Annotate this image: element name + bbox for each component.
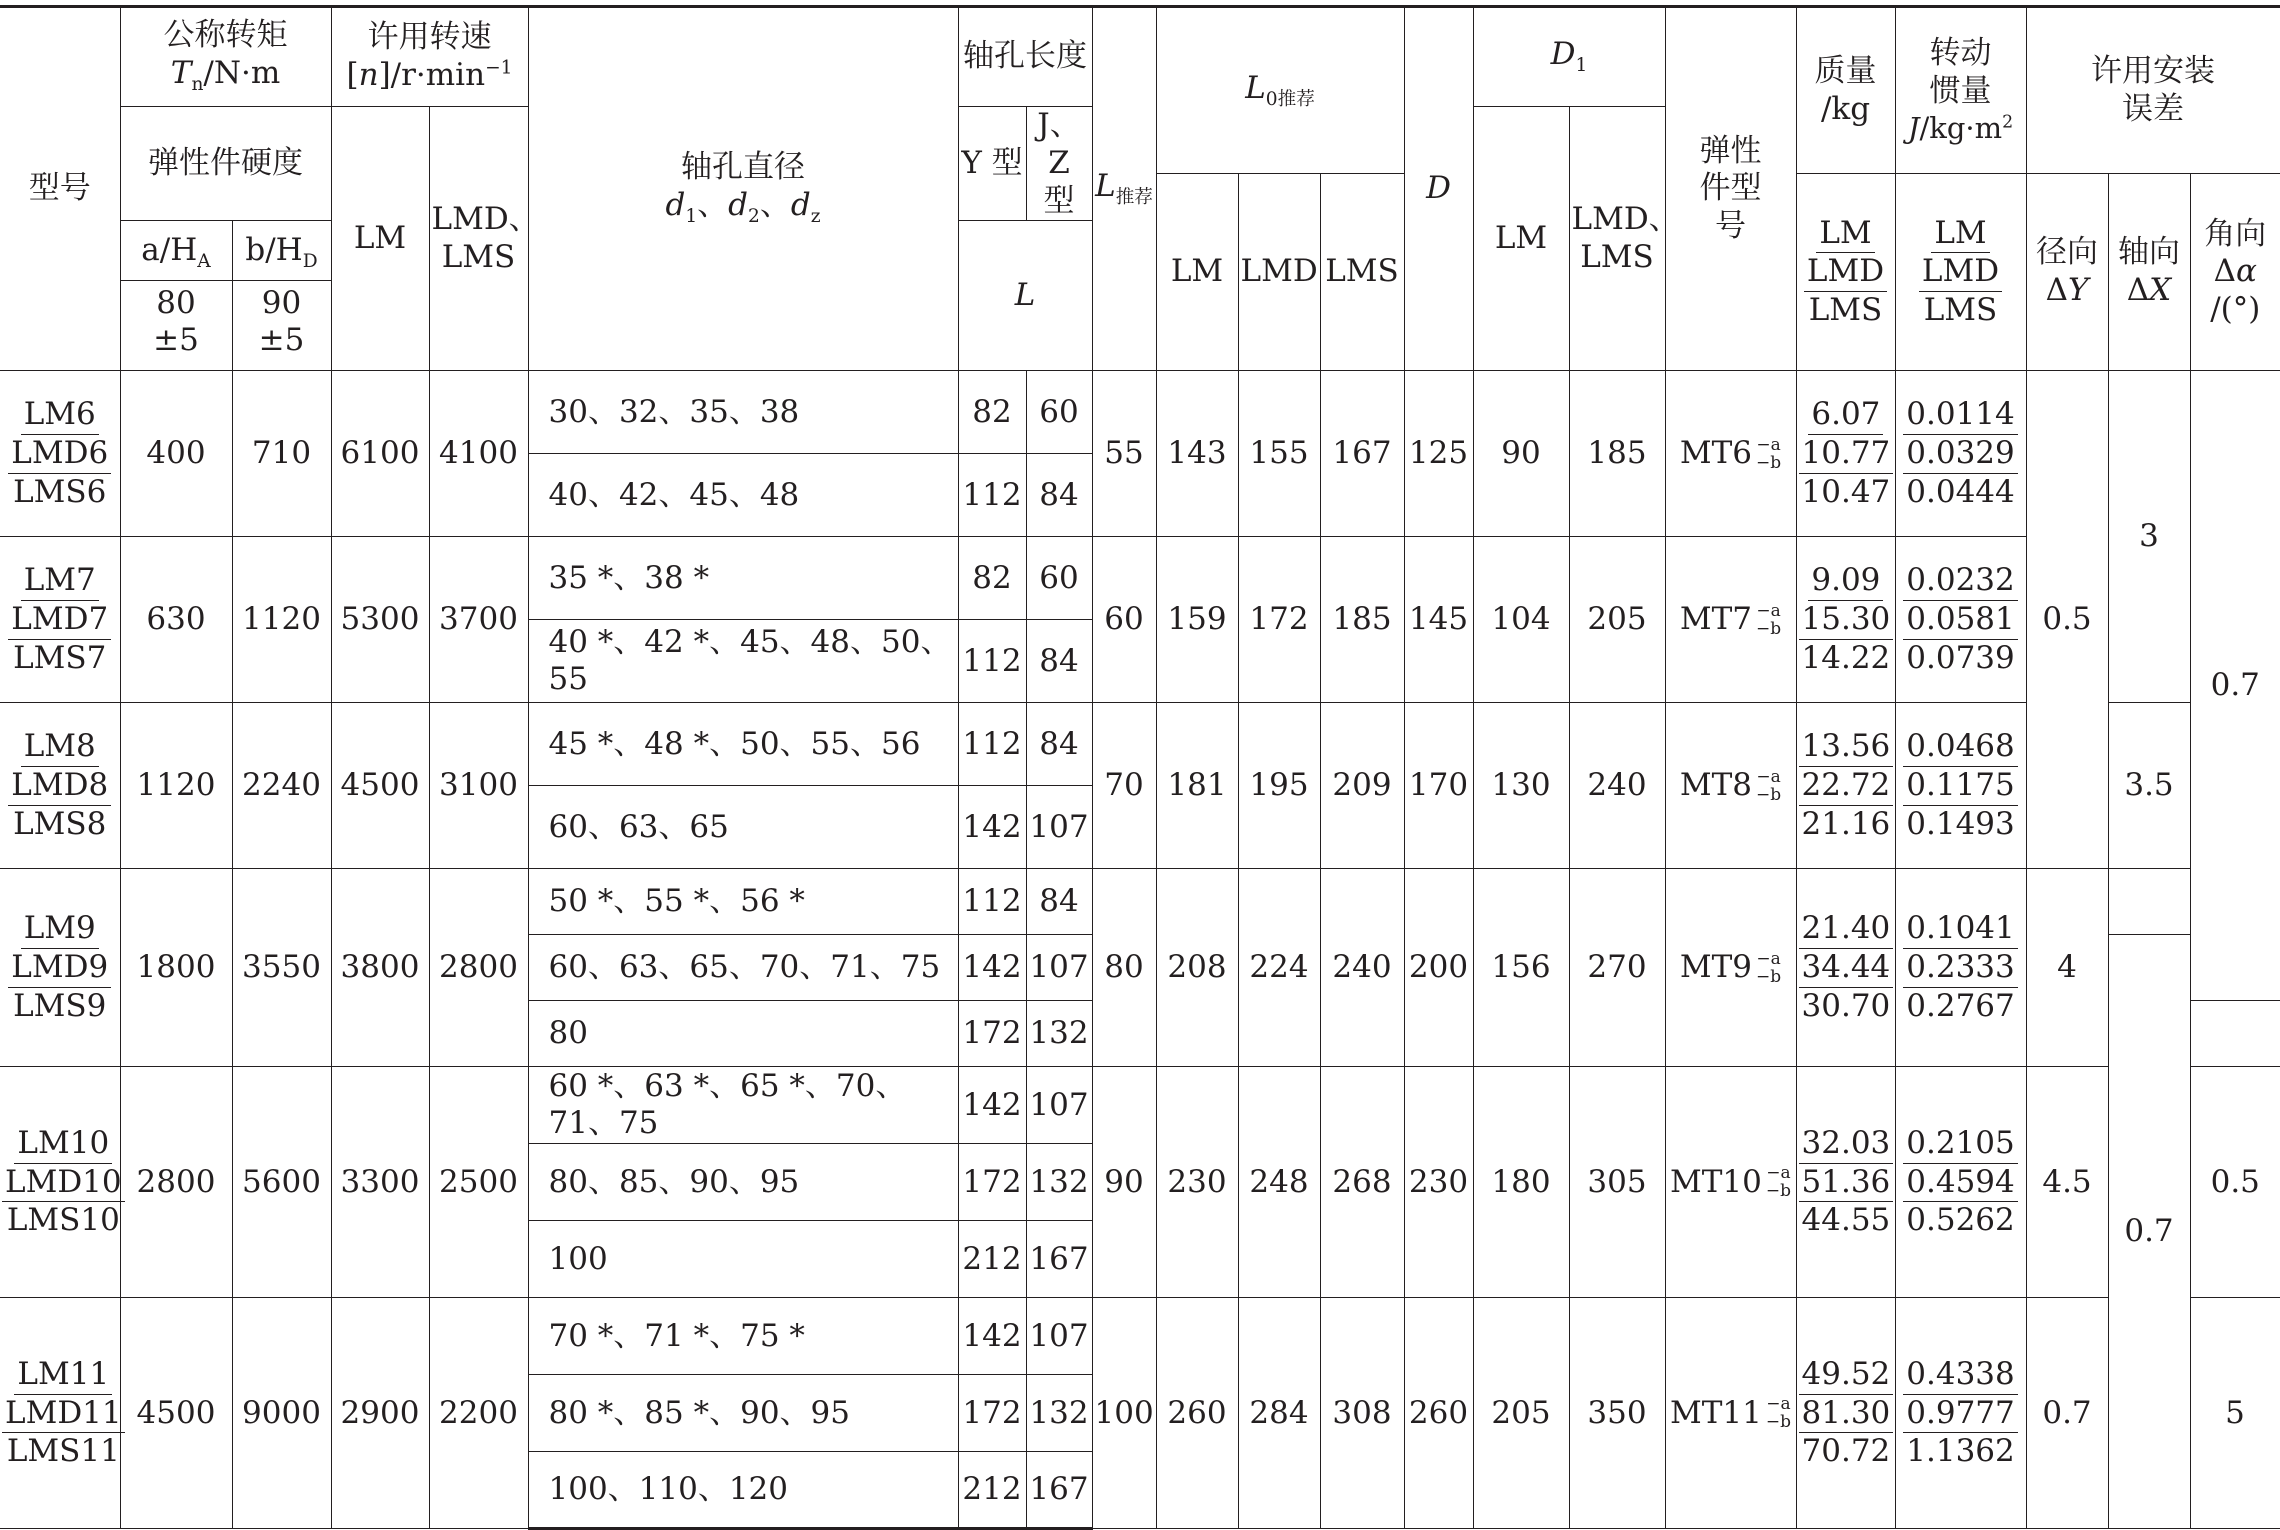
l-rec-cell: 80 [1092, 869, 1156, 1067]
l0-lm-cell: 143 [1156, 371, 1238, 537]
mass-cell [1796, 1298, 1895, 1529]
torque-a-cell: 1800 [120, 869, 232, 1067]
inertia-stack-lms: LMS [1923, 292, 1998, 329]
mass-lmd: 10.77 [1799, 435, 1894, 474]
inertia-lms: 0.2767 [1906, 987, 2015, 1024]
l0-lm-cell: 181 [1156, 703, 1238, 869]
inertia-lms: 0.1493 [1906, 805, 2015, 842]
jz-length-cell: 167 [1026, 1452, 1092, 1529]
torque-a-cell: 630 [120, 537, 232, 703]
bore-cell: 80 [528, 1001, 958, 1067]
axial-header: 轴向 ΔX [2108, 174, 2190, 371]
model-header: 型号 [0, 7, 120, 371]
l-recommended-header: $L_{推荐}$ [1092, 7, 1156, 371]
model-lmd: LMD11 [2, 1395, 125, 1434]
table-row [0, 869, 2280, 935]
model-lmd: LMD7 [8, 601, 111, 640]
jz-length-cell: 107 [1026, 935, 1092, 1001]
d1-lm-cell: 90 [1473, 371, 1569, 537]
bore-cell: 50 *、55 *、56 * [528, 869, 958, 935]
inertia-lmd: 0.0329 [1903, 435, 2017, 474]
inertia-cell [1895, 371, 2026, 537]
inertia-stack-header [1895, 174, 2026, 371]
table-row [0, 1298, 2280, 1375]
bore-cell: 80 *、85 *、90、95 [528, 1375, 958, 1452]
mass-lmd: 15.30 [1799, 601, 1894, 640]
model-cell [0, 1298, 120, 1529]
l0-lmd-cell: 284 [1238, 1298, 1320, 1529]
l0-lm-cell: 230 [1156, 1067, 1238, 1298]
torque-title: 公称转矩 [163, 17, 288, 54]
elastic-suffix-a: a [1770, 948, 1781, 969]
mass-cell [1796, 371, 1895, 537]
angular-header: 角向 Δα /(°) [2190, 174, 2280, 371]
elastic-suffix-b: b [1770, 784, 1782, 805]
inertia-stack-lmd: LMD [1919, 253, 2002, 292]
mass-stack-lms: LMS [1808, 292, 1883, 329]
inertia-lm: 0.0114 [1903, 396, 2017, 435]
inertia-lmd: 0.2333 [1903, 949, 2017, 988]
torque-a-cell: 400 [120, 371, 232, 537]
axial-cell: 3 [2108, 371, 2190, 703]
model-cell [0, 869, 120, 1067]
inertia-lms: 1.1362 [1906, 1433, 2015, 1470]
model-lm: LM8 [21, 728, 99, 767]
y-length-cell: 112 [958, 703, 1026, 786]
y-length-cell: 112 [958, 620, 1026, 703]
inertia-header: 转动 惯量 $J/kg\cdot m^2$ [1895, 7, 2026, 174]
l-rec-cell: 55 [1092, 371, 1156, 537]
inertia-lm: 0.1041 [1903, 910, 2017, 949]
l-rec-cell: 100 [1092, 1298, 1156, 1529]
bore-cell: 100 [528, 1221, 958, 1298]
mass-cell [1796, 869, 1895, 1067]
y-length-cell: 112 [958, 869, 1026, 935]
speed-lm-cell: 2900 [331, 1298, 429, 1529]
inertia-cell [1895, 537, 2026, 703]
mass-stack-lmd: LMD [1804, 253, 1887, 292]
speed-lm-cell: 3300 [331, 1067, 429, 1298]
model-lmd: LMD6 [8, 435, 111, 474]
l0-lms-cell: 240 [1320, 869, 1404, 1067]
elastic-model: MT11 [1670, 1394, 1762, 1431]
y-length-cell: 142 [958, 1067, 1026, 1144]
inertia-lmd: 0.1175 [1903, 767, 2017, 806]
torque-a-cell: 1120 [120, 703, 232, 869]
y-length-cell: 172 [958, 1375, 1026, 1452]
d1-lmd-cell: 240 [1569, 703, 1665, 869]
coupling-spec-table [0, 5, 2280, 1530]
l0-lms-cell: 308 [1320, 1298, 1404, 1529]
jz-length-cell: 167 [1026, 1221, 1092, 1298]
inertia-lmd: 0.4594 [1903, 1164, 2017, 1203]
hardness-a-value: 80 ±5 [121, 280, 232, 361]
mass-cell [1796, 537, 1895, 703]
d1-lm-cell: 180 [1473, 1067, 1569, 1298]
inertia-cell [1895, 703, 2026, 869]
elastic-model: MT7 [1679, 601, 1753, 638]
model-cell [0, 703, 120, 869]
table-row [0, 537, 2280, 620]
d1-header: $D_1$ [1473, 7, 1665, 107]
bore-cell: 70 *、71 *、75 * [528, 1298, 958, 1375]
model-lm: LM11 [14, 1356, 112, 1395]
model-lms: LMS9 [13, 987, 107, 1024]
l0-lm-cell: 260 [1156, 1298, 1238, 1529]
l-rec-cell: 70 [1092, 703, 1156, 869]
inertia-lms: 0.0444 [1906, 473, 2015, 510]
jz-length-cell: 132 [1026, 1375, 1092, 1452]
table-row [0, 703, 2280, 786]
torque-unit: $T_n/N\cdot m$ [170, 54, 281, 96]
model-lms: LMS10 [6, 1202, 120, 1239]
y-length-cell: 112 [958, 454, 1026, 537]
d-cell: 200 [1404, 869, 1473, 1067]
elastic-suffix-a: a [1770, 434, 1781, 455]
l0-lms-header: LMS [1320, 174, 1404, 371]
torque-b-cell: 3550 [232, 869, 331, 1067]
jz-length-cell: 132 [1026, 1001, 1092, 1067]
bore-symbols: $d_1$、$d_2$、$d_z$ [665, 187, 821, 228]
elastic-model: MT10 [1670, 1163, 1762, 1200]
mass-lms: 21.16 [1801, 805, 1891, 842]
bore-length-header: 轴孔长度 [958, 7, 1092, 107]
jz-length-cell: 132 [1026, 1144, 1092, 1221]
speed-lmd-cell: 2800 [429, 869, 528, 1067]
y-length-cell: 172 [958, 1144, 1026, 1221]
elastic-suffix-b: b [1780, 1181, 1792, 1202]
elastic-suffix-b: b [1770, 452, 1782, 473]
mass-cell [1796, 703, 1895, 869]
d1-lmd-cell: 305 [1569, 1067, 1665, 1298]
elastic-suffix-a: a [1780, 1163, 1791, 1184]
inertia-lmd: 0.9777 [1903, 1395, 2017, 1434]
torque-b-cell: 9000 [232, 1298, 331, 1529]
speed-lm-header: LM [331, 107, 429, 371]
model-lms: LMS6 [13, 473, 107, 510]
l0-lm-header: LM [1156, 174, 1238, 371]
table-row [0, 1067, 2280, 1144]
mass-lms: 44.55 [1801, 1202, 1891, 1239]
bore-cell: 45 *、48 *、50、55、56 [528, 703, 958, 786]
radial-cell: 0.5 [2026, 371, 2108, 869]
torque-b-cell: 1120 [232, 537, 331, 703]
mass-lm: 49.52 [1799, 1356, 1894, 1395]
mass-stack-header [1796, 174, 1895, 371]
bore-cell: 40 *、42 *、45、48、50、55 [528, 620, 958, 703]
mass-stack-lm: LM [1816, 215, 1874, 254]
y-length-cell: 212 [958, 1221, 1026, 1298]
axial-cell: 5 [2190, 1298, 2280, 1529]
elastic-model: MT6 [1679, 435, 1753, 472]
elastic-suffix-b: b [1780, 1412, 1792, 1433]
speed-lm-cell: 6100 [331, 371, 429, 537]
mass-lmd: 81.30 [1799, 1395, 1894, 1434]
model-cell [0, 537, 120, 703]
speed-lmd-cell: 4100 [429, 371, 528, 537]
mass-lmd: 34.44 [1799, 949, 1894, 988]
d-header: D [1404, 7, 1473, 371]
model-lms: LMS11 [6, 1433, 120, 1470]
speed-lmd-cell: 2500 [429, 1067, 528, 1298]
model-lm: LM7 [21, 562, 99, 601]
mass-lm: 9.09 [1808, 562, 1883, 601]
model-cell [0, 1067, 120, 1298]
mass-lms: 70.72 [1801, 1433, 1891, 1470]
inertia-cell [1895, 1067, 2026, 1298]
inertia-lms: 0.0739 [1906, 639, 2015, 676]
elastic-cell: MT11 −a −b [1665, 1298, 1796, 1529]
bore-cell: 60 *、63 *、65 *、70、71、75 [528, 1067, 958, 1144]
d1-lmd-cell: 270 [1569, 869, 1665, 1067]
d-cell: 125 [1404, 371, 1473, 537]
mass-lmd: 51.36 [1799, 1164, 1894, 1203]
l0-lmd-cell: 172 [1238, 537, 1320, 703]
l-header: L [958, 221, 1092, 371]
elastic-suffix-a: a [1780, 1394, 1791, 1415]
jz-length-cell: 84 [1026, 620, 1092, 703]
mass-lmd: 22.72 [1799, 767, 1894, 806]
radial-cell: 0.7 [2108, 935, 2190, 1529]
d-cell: 170 [1404, 703, 1473, 869]
torque-a-cell: 2800 [120, 1067, 232, 1298]
mass-lms: 30.70 [1801, 987, 1891, 1024]
table-row [0, 371, 2280, 454]
y-length-cell: 82 [958, 537, 1026, 620]
torque-a-cell: 4500 [120, 1298, 232, 1529]
l-rec-cell: 60 [1092, 537, 1156, 703]
bore-cell: 60、63、65、70、71、75 [528, 935, 958, 1001]
l0-lm-cell: 208 [1156, 869, 1238, 1067]
l0-lmd-cell: 195 [1238, 703, 1320, 869]
inertia-lm: 0.4338 [1903, 1356, 2017, 1395]
d1-lm-cell: 205 [1473, 1298, 1569, 1529]
jz-length-cell: 84 [1026, 454, 1092, 537]
model-lm: LM9 [21, 910, 99, 949]
speed-unit: $[n]/r\cdot\min^{-1}$ [346, 57, 513, 93]
model-lmd: LMD9 [8, 949, 111, 988]
jz-length-cell: 107 [1026, 1298, 1092, 1375]
mass-lm: 32.03 [1799, 1125, 1894, 1164]
d-cell: 230 [1404, 1067, 1473, 1298]
model-lms: LMS7 [13, 639, 107, 676]
y-length-cell: 142 [958, 935, 1026, 1001]
jz-length-cell: 60 [1026, 537, 1092, 620]
d1-lmd-cell: 205 [1569, 537, 1665, 703]
d1-lm-cell: 104 [1473, 537, 1569, 703]
inertia-lms: 0.5262 [1906, 1202, 2015, 1239]
mass-lms: 10.47 [1801, 473, 1891, 510]
elastic-cell: MT10 −a −b [1665, 1067, 1796, 1298]
jz-length-cell: 107 [1026, 786, 1092, 869]
speed-lmd-cell: 2200 [429, 1298, 528, 1529]
angular-cell: 0.7 [2190, 371, 2280, 1001]
l0-lm-cell: 159 [1156, 537, 1238, 703]
elastic-suffix-a: a [1770, 600, 1781, 621]
bore-header [528, 7, 958, 371]
y-length-cell: 142 [958, 786, 1026, 869]
d1-lmd-cell: 350 [1569, 1298, 1665, 1529]
l-rec-cell: 90 [1092, 1067, 1156, 1298]
jz-length-cell: 60 [1026, 371, 1092, 454]
radial-header: 径向 ΔY [2026, 174, 2108, 371]
mass-lm: 6.07 [1808, 396, 1883, 435]
y-length-cell: 212 [958, 1452, 1026, 1529]
l0-lms-cell: 185 [1320, 537, 1404, 703]
l0-lmd-cell: 224 [1238, 869, 1320, 1067]
elastic-cell: MT6 −a −b [1665, 371, 1796, 537]
jz-length-cell: 84 [1026, 869, 1092, 935]
speed-lmd-cell: 3700 [429, 537, 528, 703]
elastic-cell: MT9 −a −b [1665, 869, 1796, 1067]
bore-cell: 60、63、65 [528, 786, 958, 869]
inertia-lmd: 0.0581 [1903, 601, 2017, 640]
tolerance-label: 许用安装误差 [2091, 52, 2216, 127]
header-row [0, 7, 2280, 107]
elastic-cell: MT7 −a −b [1665, 537, 1796, 703]
model-cell [0, 371, 120, 537]
inertia-lm: 0.0232 [1903, 562, 2017, 601]
d1-lm-header: LM [1473, 107, 1569, 371]
model-lm: LM10 [14, 1125, 112, 1164]
hardness-a-header: $a/H_A$ 80 ±5 [120, 221, 232, 371]
y-length-cell: 82 [958, 371, 1026, 454]
angular-cell: 0.5 [2190, 1067, 2280, 1298]
mass-header: 质量 /kg [1796, 7, 1895, 174]
l0-lmd-header: LMD [1238, 174, 1320, 371]
bore-cell: 30、32、35、38 [528, 371, 958, 454]
y-length-cell: 142 [958, 1298, 1026, 1375]
speed-lmd-lms-header: LMD、 LMS [429, 107, 528, 371]
tolerance-header [2026, 7, 2280, 174]
inertia-lm: 0.0468 [1903, 728, 2017, 767]
speed-title: 许用转速 [367, 19, 492, 56]
torque-b-cell: 710 [232, 371, 331, 537]
speed-lm-cell: 5300 [331, 537, 429, 703]
mass-lm: 13.56 [1799, 728, 1894, 767]
inertia-stack-lm: LM [1931, 215, 1989, 254]
elastic-suffix-b: b [1770, 618, 1782, 639]
mass-lms: 14.22 [1801, 639, 1891, 676]
d1-lmd-lms-header: LMD、 LMS [1569, 107, 1665, 371]
mass-lm: 21.40 [1799, 910, 1894, 949]
d1-lm-cell: 130 [1473, 703, 1569, 869]
elastic-model: MT8 [1679, 767, 1753, 804]
radial-cell: 0.7 [2026, 1298, 2108, 1529]
axial-cell: 3.5 [2108, 703, 2190, 869]
inertia-cell [1895, 869, 2026, 1067]
hardness-b-value: 90 ±5 [233, 280, 331, 361]
l0-lmd-cell: 248 [1238, 1067, 1320, 1298]
hardness-header: 弹性件硬度 [120, 107, 331, 221]
l0-lms-cell: 209 [1320, 703, 1404, 869]
hardness-b-header: $b/H_D$ 90 ±5 [232, 221, 331, 371]
speed-lm-cell: 4500 [331, 703, 429, 869]
bore-cell: 35 *、38 * [528, 537, 958, 620]
d1-lm-cell: 156 [1473, 869, 1569, 1067]
speed-header [331, 7, 528, 107]
jz-length-cell: 84 [1026, 703, 1092, 786]
jz-length-cell: 107 [1026, 1067, 1092, 1144]
l0-recommended-header: $L_{0推荐}$ [1156, 7, 1404, 174]
speed-lmd-cell: 3100 [429, 703, 528, 869]
bore-cell: 80、85、90、95 [528, 1144, 958, 1221]
y-length-cell: 172 [958, 1001, 1026, 1067]
inertia-lm: 0.2105 [1903, 1125, 2017, 1164]
elastic-model: MT9 [1679, 949, 1753, 986]
elastic-model-header [1665, 7, 1796, 371]
mass-cell [1796, 1067, 1895, 1298]
d-cell: 145 [1404, 537, 1473, 703]
l0-lms-cell: 167 [1320, 371, 1404, 537]
l0-lmd-cell: 155 [1238, 371, 1320, 537]
elastic-suffix-b: b [1770, 966, 1782, 987]
axial-cell: 4.5 [2026, 1067, 2108, 1298]
inertia-cell [1895, 1298, 2026, 1529]
d-cell: 260 [1404, 1298, 1473, 1529]
model-lmd: LMD10 [2, 1164, 125, 1203]
torque-header [120, 7, 331, 107]
y-type-header: Y 型 [958, 107, 1026, 221]
torque-b-cell: 5600 [232, 1067, 331, 1298]
axial-cell: 4 [2026, 869, 2108, 1067]
speed-lm-cell: 3800 [331, 869, 429, 1067]
elastic-model-label: 弹性件型号 [1699, 132, 1762, 245]
bore-cell: 40、42、45、48 [528, 454, 958, 537]
elastic-suffix-a: a [1770, 766, 1781, 787]
model-lmd: LMD8 [8, 767, 111, 806]
model-lms: LMS8 [13, 805, 107, 842]
bore-cell: 100、110、120 [528, 1452, 958, 1529]
torque-b-cell: 2240 [232, 703, 331, 869]
elastic-cell: MT8 −a −b [1665, 703, 1796, 869]
d1-lmd-cell: 185 [1569, 371, 1665, 537]
bore-title: 轴孔直径 [681, 149, 805, 186]
jz-type-header: J、 Z 型 [1026, 107, 1092, 221]
model-lm: LM6 [21, 396, 99, 435]
l0-lms-cell: 268 [1320, 1067, 1404, 1298]
